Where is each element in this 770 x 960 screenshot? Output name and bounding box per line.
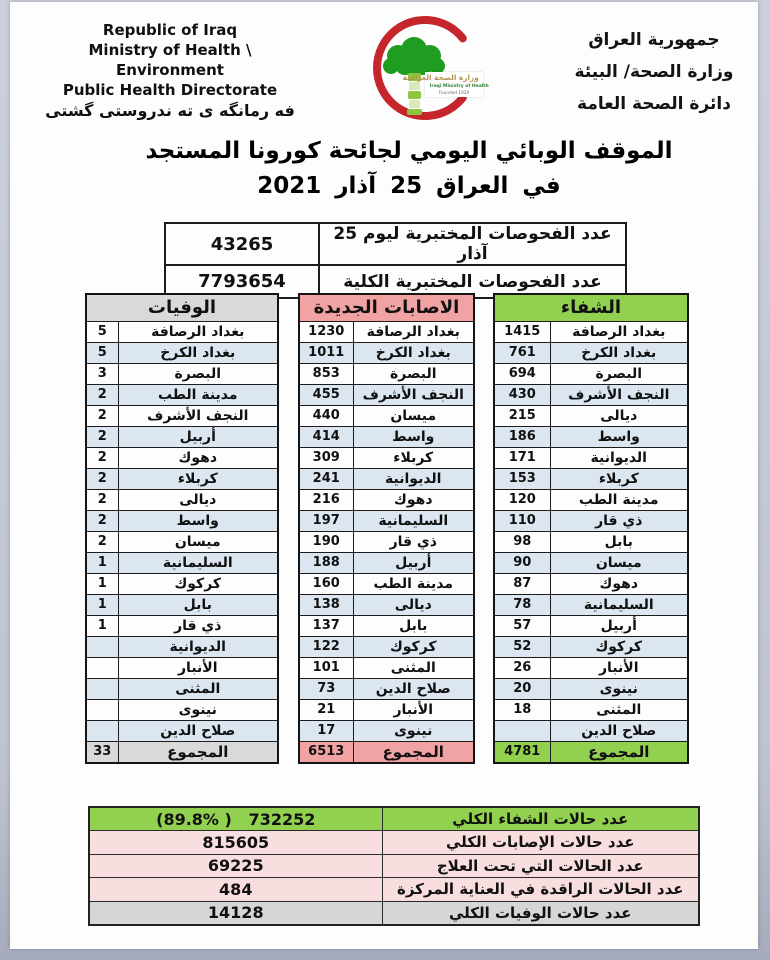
table-row <box>299 720 474 741</box>
new_cases-city-name: البصرة <box>353 363 474 384</box>
recovery-city-value: 120 <box>494 489 550 510</box>
recovery-city-value: 186 <box>494 426 550 447</box>
table-row <box>494 384 688 405</box>
new_cases-city-value: 17 <box>299 720 353 741</box>
recovery-city-value: 90 <box>494 552 550 573</box>
lab-tests-table-container <box>164 222 627 299</box>
table-row <box>299 552 474 573</box>
summary-row-value: 815605 <box>89 831 382 855</box>
new_cases-total-value: 6513 <box>299 741 353 763</box>
recovery-city-name: مدينة الطب <box>550 489 688 510</box>
table-row <box>299 447 474 468</box>
new_cases-city-name: صلاح الدين <box>353 678 474 699</box>
recovery-city-value: 153 <box>494 468 550 489</box>
recovery-city-value: 694 <box>494 363 550 384</box>
table-row <box>86 720 278 741</box>
summary-row <box>89 831 699 855</box>
summary-row-label: عدد حالات الشفاء الكلي <box>382 807 699 831</box>
deaths-city-value: 1 <box>86 615 118 636</box>
new_cases-city-value: 101 <box>299 657 353 678</box>
deaths-table <box>85 293 279 764</box>
deaths-city-name: دهوك <box>118 447 278 468</box>
table-row <box>86 510 278 531</box>
new_cases-city-value: 241 <box>299 468 353 489</box>
summary-row-value: 69225 <box>89 854 382 878</box>
table-row <box>299 468 474 489</box>
table-row <box>299 573 474 594</box>
table-row <box>299 384 474 405</box>
recovery-city-name: بغداد الكرخ <box>550 342 688 363</box>
table-row <box>86 573 278 594</box>
recovery-city-value: 52 <box>494 636 550 657</box>
recovery-city-name: البصرة <box>550 363 688 384</box>
tests-row-value: 7793654 <box>165 265 319 298</box>
new_cases-city-value: 73 <box>299 678 353 699</box>
table-row <box>494 489 688 510</box>
table-row <box>299 531 474 552</box>
recovery-city-name: بابل <box>550 531 688 552</box>
tests-row-value: 43265 <box>165 223 319 265</box>
summary-row-value: (89.8% ) 732252 <box>89 807 382 831</box>
deaths-table-header: الوفيات <box>86 294 278 321</box>
new_cases-city-value: 440 <box>299 405 353 426</box>
recovery-city-value: 215 <box>494 405 550 426</box>
recovery-city-name: المثنى <box>550 699 688 720</box>
new_cases-city-value: 216 <box>299 489 353 510</box>
summary-row-value: 484 <box>89 878 382 902</box>
deaths-city-value <box>86 678 118 699</box>
deaths-city-name: نينوى <box>118 699 278 720</box>
table-row <box>494 426 688 447</box>
new_cases-city-value: 1011 <box>299 342 353 363</box>
table-row <box>299 342 474 363</box>
deaths-city-name: البصرة <box>118 363 278 384</box>
deaths-city-name: الأنبار <box>118 657 278 678</box>
recovery-total-label: المجموع <box>550 741 688 763</box>
deaths-city-name: بغداد الرصافة <box>118 321 278 342</box>
deaths-city-name: أربيل <box>118 426 278 447</box>
deaths-city-name: كركوك <box>118 573 278 594</box>
new_cases-city-name: أربيل <box>353 552 474 573</box>
recovery-city-value: 171 <box>494 447 550 468</box>
new_cases-total-label: المجموع <box>353 741 474 763</box>
lab-tests-table <box>164 222 627 299</box>
recovery-city-name: بغداد الرصافة <box>550 321 688 342</box>
deaths-city-value <box>86 657 118 678</box>
table-row <box>299 699 474 720</box>
new-cases-table-container <box>298 293 475 764</box>
report-title <box>10 136 758 202</box>
new_cases-city-value: 853 <box>299 363 353 384</box>
deaths-city-value <box>86 699 118 720</box>
header-ministry-en: Ministry of Health \ Environment <box>88 41 252 79</box>
deaths-city-name: السليمانية <box>118 552 278 573</box>
deaths-city-value <box>86 636 118 657</box>
report-title-line1: الموقف الوبائي اليومي لجائحة كورونا المستجد <box>145 138 673 164</box>
recovery-city-value: 1415 <box>494 321 550 342</box>
deaths-city-value: 2 <box>86 426 118 447</box>
deaths-city-value: 1 <box>86 573 118 594</box>
deaths-city-name: بغداد الكرخ <box>118 342 278 363</box>
table-row <box>494 510 688 531</box>
recovery-city-value: 87 <box>494 573 550 594</box>
summary-row-label: عدد الحالات الراقدة في العناية المركزة <box>382 878 699 902</box>
recovery-city-name: الديوانية <box>550 447 688 468</box>
new_cases-city-value: 137 <box>299 615 353 636</box>
recovery-city-name: صلاح الدين <box>550 720 688 741</box>
tests-row-label: عدد الفحوصات المختبرية ليوم 25 آذار <box>319 223 626 265</box>
deaths-city-name: واسط <box>118 510 278 531</box>
new_cases-city-name: السليمانية <box>353 510 474 531</box>
table-row <box>86 615 278 636</box>
table-row <box>86 363 278 384</box>
deaths-city-name: الديوانية <box>118 636 278 657</box>
header-country-ar: جمهورية العراق <box>588 30 720 50</box>
summary-table-container <box>88 806 700 926</box>
recovery-city-name: واسط <box>550 426 688 447</box>
table-row <box>86 552 278 573</box>
header-directorate-en: Public Health Directorate <box>62 81 278 99</box>
table-row <box>494 657 688 678</box>
table-row <box>299 510 474 531</box>
table-row <box>494 636 688 657</box>
new_cases-city-name: ديالى <box>353 594 474 615</box>
deaths-city-name: النجف الأشرف <box>118 405 278 426</box>
summary-row <box>89 854 699 878</box>
logo-arabic-name: وزارة الصحة العراقية <box>402 73 479 82</box>
deaths-city-value: 2 <box>86 489 118 510</box>
recovery-city-name: الأنبار <box>550 657 688 678</box>
deaths-city-name: صلاح الدين <box>118 720 278 741</box>
new_cases-city-name: ميسان <box>353 405 474 426</box>
table-row <box>86 489 278 510</box>
new_cases-city-value: 197 <box>299 510 353 531</box>
new_cases-city-name: نينوى <box>353 720 474 741</box>
deaths-city-value: 2 <box>86 447 118 468</box>
table-row <box>299 405 474 426</box>
table-row <box>494 594 688 615</box>
table-row <box>86 342 278 363</box>
recovery-table <box>493 293 689 764</box>
crescent-tree-icon <box>353 10 505 132</box>
recovery-total-value: 4781 <box>494 741 550 763</box>
table-row <box>86 447 278 468</box>
new_cases-city-value: 414 <box>299 426 353 447</box>
tests-row-label: عدد الفحوصات المختبرية الكلية <box>319 265 626 298</box>
new_cases-city-name: بغداد الرصافة <box>353 321 474 342</box>
tests-row <box>165 223 626 265</box>
recovery-city-name: ميسان <box>550 552 688 573</box>
new_cases-city-name: بابل <box>353 615 474 636</box>
recovery-city-name: ديالى <box>550 405 688 426</box>
recovery-city-value: 78 <box>494 594 550 615</box>
table-row <box>86 699 278 720</box>
deaths-city-value: 2 <box>86 384 118 405</box>
new_cases-city-value: 190 <box>299 531 353 552</box>
table-row <box>299 426 474 447</box>
table-row <box>494 615 688 636</box>
new_cases-city-value: 122 <box>299 636 353 657</box>
table-row <box>494 405 688 426</box>
recovery-city-value: 98 <box>494 531 550 552</box>
new_cases-table-header: الاصابات الجديدة <box>299 294 474 321</box>
recovery-table-header: الشفاء <box>494 294 688 321</box>
recovery-city-name: النجف الأشرف <box>550 384 688 405</box>
table-row <box>86 594 278 615</box>
deaths-city-value: 2 <box>86 510 118 531</box>
recovery-city-value: 20 <box>494 678 550 699</box>
deaths-city-value: 5 <box>86 321 118 342</box>
table-row <box>494 573 688 594</box>
recovery-city-name: السليمانية <box>550 594 688 615</box>
table-row <box>86 636 278 657</box>
header-arabic-block <box>550 24 758 120</box>
new_cases-city-value: 160 <box>299 573 353 594</box>
deaths-city-name: ذي قار <box>118 615 278 636</box>
deaths-city-name: كربلاء <box>118 468 278 489</box>
new_cases-city-name: كركوك <box>353 636 474 657</box>
table-row <box>494 468 688 489</box>
new_cases-city-name: واسط <box>353 426 474 447</box>
table-row <box>86 321 278 342</box>
summary-row <box>89 807 699 831</box>
table-row <box>299 615 474 636</box>
deaths-city-name: بابل <box>118 594 278 615</box>
new_cases-city-value: 455 <box>299 384 353 405</box>
new_cases-city-value: 188 <box>299 552 353 573</box>
table-row <box>299 594 474 615</box>
new_cases-city-value: 21 <box>299 699 353 720</box>
new_cases-city-name: الأنبار <box>353 699 474 720</box>
new-cases-table <box>298 293 475 764</box>
new_cases-city-name: دهوك <box>353 489 474 510</box>
recovery-city-name: ذي قار <box>550 510 688 531</box>
table-row <box>494 363 688 384</box>
table-row <box>299 363 474 384</box>
ministry-of-health-logo <box>353 10 505 132</box>
deaths-city-value: 2 <box>86 468 118 489</box>
new_cases-city-name: المثنى <box>353 657 474 678</box>
summary-table <box>88 806 700 926</box>
summary-row-label: عدد حالات الإصابات الكلي <box>382 831 699 855</box>
summary-row <box>89 878 699 902</box>
recovery-city-name: نينوى <box>550 678 688 699</box>
table-row <box>299 489 474 510</box>
header-country-en: Republic of Iraq <box>102 21 238 39</box>
table-row <box>86 384 278 405</box>
document-page <box>10 2 758 949</box>
header-directorate-ar: دائرة الصحة العامة <box>577 94 731 114</box>
table-row <box>86 405 278 426</box>
recovery-city-name: أربيل <box>550 615 688 636</box>
recovery-city-value: 761 <box>494 342 550 363</box>
table-row <box>299 636 474 657</box>
recovery-city-value: 18 <box>494 699 550 720</box>
deaths-city-name: مدينة الطب <box>118 384 278 405</box>
logo-english-name: Iraqi Ministry of Health <box>429 83 489 89</box>
recovery-city-name: كركوك <box>550 636 688 657</box>
summary-row <box>89 901 699 925</box>
table-row <box>494 531 688 552</box>
new_cases-total-row <box>299 741 474 763</box>
table-row <box>494 447 688 468</box>
deaths-city-name: المثنى <box>118 678 278 699</box>
table-row <box>494 678 688 699</box>
deaths-city-value: 5 <box>86 342 118 363</box>
header-directorate-kurdish: فه رمانگه ی ته ندروستی گشتی <box>45 101 295 120</box>
summary-row-value: 14128 <box>89 901 382 925</box>
new_cases-city-name: بغداد الكرخ <box>353 342 474 363</box>
table-row <box>86 426 278 447</box>
summary-row-label: عدد حالات الوفيات الكلي <box>382 901 699 925</box>
new_cases-city-value: 138 <box>299 594 353 615</box>
deaths-total-label: المجموع <box>118 741 278 763</box>
table-row <box>494 342 688 363</box>
header-ministry-ar: وزارة الصحة/ البيئة <box>574 62 734 82</box>
recovery-total-row <box>494 741 688 763</box>
new_cases-city-value: 1230 <box>299 321 353 342</box>
table-row <box>299 657 474 678</box>
table-row <box>86 531 278 552</box>
table-row <box>299 321 474 342</box>
deaths-city-value: 3 <box>86 363 118 384</box>
recovery-city-value <box>494 720 550 741</box>
recovery-city-name: كربلاء <box>550 468 688 489</box>
table-row <box>299 678 474 699</box>
deaths-city-value: 2 <box>86 405 118 426</box>
summary-row-label: عدد الحالات التي تحت العلاج <box>382 854 699 878</box>
new_cases-city-name: النجف الأشرف <box>353 384 474 405</box>
deaths-city-value: 2 <box>86 531 118 552</box>
recovery-city-value: 430 <box>494 384 550 405</box>
recovery-city-value: 26 <box>494 657 550 678</box>
logo-founded-text: Founded 1920 <box>438 90 470 96</box>
new_cases-city-name: الديوانية <box>353 468 474 489</box>
table-row <box>494 552 688 573</box>
recovery-city-name: دهوك <box>550 573 688 594</box>
table-row <box>86 657 278 678</box>
deaths-total-row <box>86 741 278 763</box>
new_cases-city-name: مدينة الطب <box>353 573 474 594</box>
table-row <box>494 321 688 342</box>
deaths-table-container <box>85 293 279 764</box>
table-row <box>494 699 688 720</box>
recovery-city-value: 57 <box>494 615 550 636</box>
table-row <box>494 720 688 741</box>
table-row <box>86 468 278 489</box>
new_cases-city-name: كربلاء <box>353 447 474 468</box>
deaths-city-value: 1 <box>86 552 118 573</box>
logo-label-box <box>402 72 489 97</box>
deaths-total-value: 33 <box>86 741 118 763</box>
deaths-city-value: 1 <box>86 594 118 615</box>
report-title-line2: في العراق 25 آذار 2021 <box>257 173 561 199</box>
header-english-block <box>35 20 305 121</box>
recovery-city-value: 110 <box>494 510 550 531</box>
new_cases-city-value: 309 <box>299 447 353 468</box>
deaths-city-value <box>86 720 118 741</box>
recovery-table-container <box>493 293 689 764</box>
deaths-city-name: ديالى <box>118 489 278 510</box>
new_cases-city-name: ذي قار <box>353 531 474 552</box>
table-row <box>86 678 278 699</box>
deaths-city-name: ميسان <box>118 531 278 552</box>
